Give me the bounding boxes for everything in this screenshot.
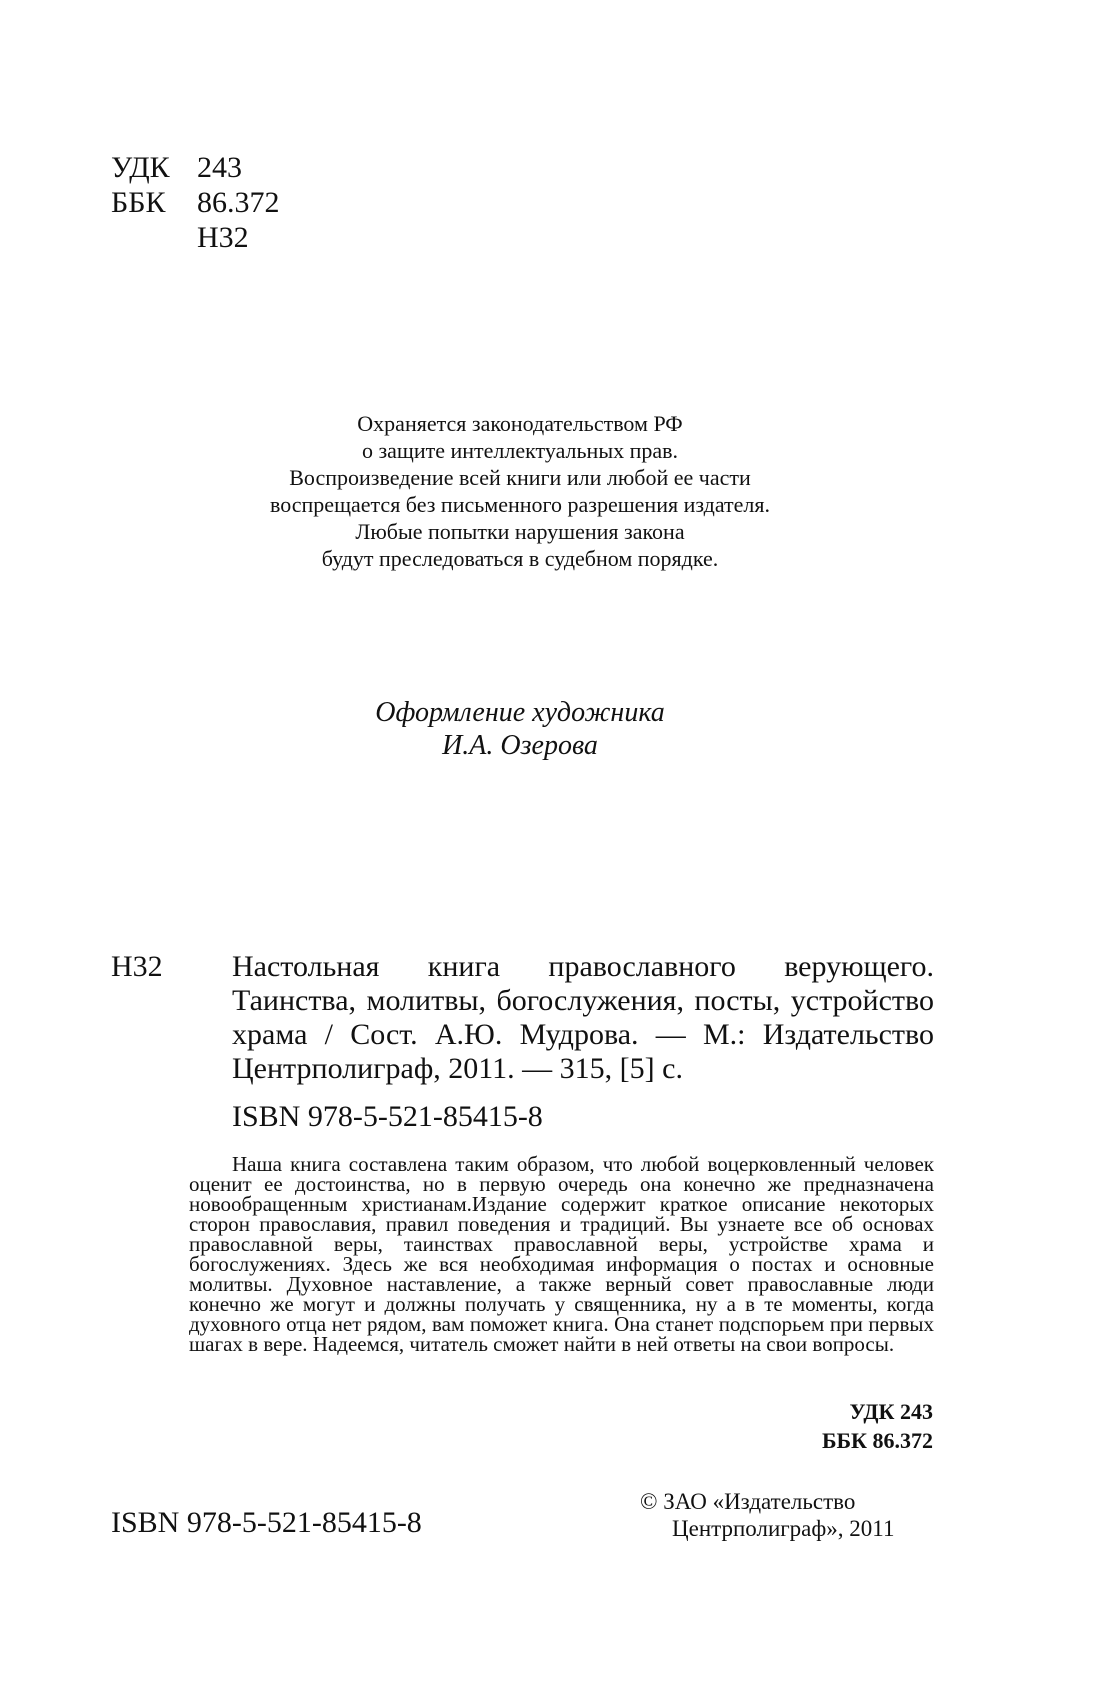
classification-block: [111, 150, 280, 255]
copyright-line: воспрещается без письменного разрешения издателя.: [269, 492, 771, 517]
author-mark-value: Н32: [197, 221, 249, 254]
bbk-label: ББК: [111, 186, 166, 219]
bbk-row: [111, 185, 280, 220]
bbk-value: 86.372: [197, 186, 280, 219]
classification-summary: [822, 1397, 933, 1455]
copyright-line: Любые попытки нарушения закона: [355, 519, 685, 544]
publisher-line-1: © ЗАО «Издательство: [640, 1489, 856, 1514]
author-mark-row: [111, 220, 280, 255]
bbk-summary: ББК 86.372: [821, 1428, 933, 1453]
designer-name: И.А. Озерова: [442, 730, 598, 761]
udk-summary: УДК 243: [849, 1399, 933, 1424]
designer-credit: [0, 696, 1040, 762]
copyright-notice: [0, 410, 1040, 572]
publisher-copyright: [640, 1488, 894, 1542]
publisher-line-2: Центрполиграф», 2011: [672, 1516, 895, 1541]
entry-isbn: ISBN 978-5-521-85415-8: [232, 1100, 543, 1133]
udk-label: УДК: [111, 151, 170, 184]
copyright-line: Воспроизведение всей книги или любой ее части: [289, 465, 751, 490]
designer-label: Оформление художника: [375, 697, 665, 728]
copyright-line: Охраняется законодательством РФ: [357, 411, 683, 436]
entry-code: Н32: [111, 950, 163, 983]
bibliographic-entry: Настольная книга православного верующего. Таинства, молитвы, богослужения, посты, устройство храма / Сост. А.Ю. Мудрова. — М.: Издательство Центрполиграф, 2011. — 315, [5] с.: [232, 950, 934, 1085]
udk-value: 243: [197, 151, 242, 184]
isbn-bottom: ISBN 978-5-521-85415-8: [111, 1506, 422, 1539]
copyright-line: о защите интеллектуальных прав.: [361, 438, 679, 463]
udk-row: [111, 150, 280, 185]
copyright-line: будут преследоваться в судебном порядке.: [321, 546, 719, 571]
annotation-paragraph: Наша книга составлена таким образом, что любой воцерковленный человек оценит ее достоинства, но в первую очередь она конечно же предназначена новообращенным христианам.Издание содержит краткое описание некоторых сторон православия, правил поведения и традиций. Вы узнаете все об основах православной веры, таинствах православной веры, устройстве храма и богослужениях. Здесь же вся необходимая информация о постах и основные молитвы. Духовное наставление, а также верный совет православные люди конечно же могут и должны получать у священника, ну а в те моменты, когда духовного отца нет рядом, вам поможет книга. Она станет подспорьем при первых шагах в вере. Надеемся, читатель сможет найти в ней ответы на свои вопросы.: [189, 1152, 934, 1356]
author-mark-label: [111, 220, 197, 255]
